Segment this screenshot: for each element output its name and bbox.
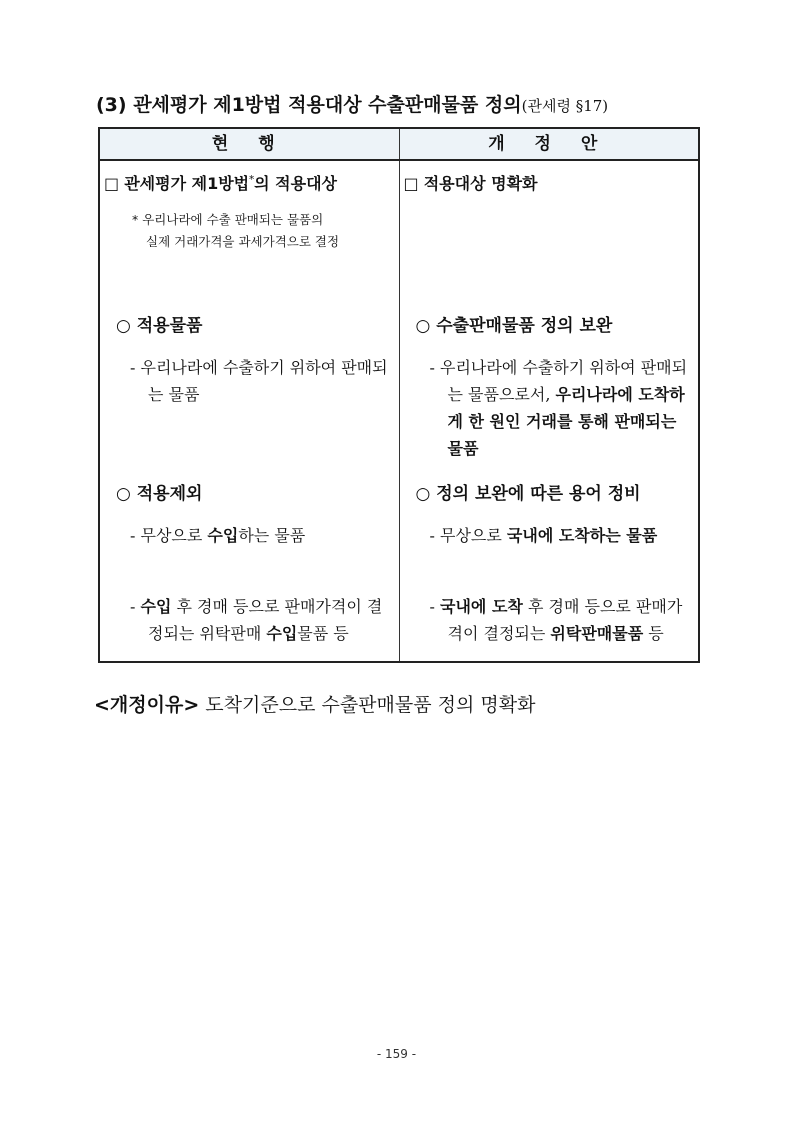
right-sec1-label: ○ 수출판매물품 정의 보완 [415, 316, 613, 336]
right-column [399, 160, 699, 662]
left-sec1-label: ○ 적용물품 [116, 316, 203, 336]
right-item [430, 522, 694, 549]
header-current: 현 행 [99, 128, 399, 160]
section-title-main: (3) 관세평가 제1방법 적용대상 수출판매물품 정의 [96, 94, 522, 116]
checkbox-icon: □ [104, 174, 120, 193]
right-item-text [430, 522, 694, 549]
right-item-text [430, 593, 694, 647]
left-box-tail: 의 적용대상 [254, 174, 337, 193]
text-bold: 위탁판매물품 [550, 624, 644, 643]
right-item [430, 593, 694, 647]
text-span: 하는 물품 [238, 526, 306, 545]
text-span: - [429, 597, 440, 616]
section-title-ref: (관세령 §17) [521, 97, 609, 115]
left-sec2-label: ○ 적용제외 [116, 484, 203, 504]
text-span: 후 경매 등으로 판매가격이 결정되는 위탁판매 [148, 597, 383, 643]
left-item-text [130, 522, 394, 549]
revision-reason [94, 690, 535, 717]
footnote-mark: * [249, 174, 255, 186]
left-box-heading [104, 171, 337, 194]
footnote-line: 실제 거래가격을 과세가격으로 결정 [146, 234, 340, 249]
text-span: - 우리나라에 수출하기 위하여 판매되는 물품으로서, [429, 358, 688, 404]
left-item-text: - 우리나라에 수출하기 위하여 판매되는 물품 [130, 358, 388, 404]
header-revised: 개 정 안 [399, 128, 699, 160]
right-section-heading [416, 479, 641, 504]
right-sec2-label: ○ 정의 보완에 따른 용어 정비 [415, 484, 641, 504]
right-box-heading [404, 171, 538, 194]
left-item-text [130, 593, 394, 647]
left-section-heading [116, 479, 202, 504]
left-item [130, 522, 394, 549]
text-span: 등 [643, 624, 664, 643]
comparison-table [98, 127, 700, 663]
section-title [96, 90, 608, 117]
text-span: 후 경매 등으로 판매가격이 결정되는 [447, 597, 683, 643]
right-item-text [430, 354, 694, 462]
left-footnote [132, 209, 339, 253]
left-column [99, 160, 399, 662]
text-bold: 우리나라에 도착하게 한 원인 거래를 통해 판매되는 물품 [447, 385, 685, 458]
page-number: - 159 - [376, 1047, 417, 1061]
left-item [130, 354, 394, 408]
right-item [430, 354, 694, 462]
revision-reason-text: 도착기준으로 수출판매물품 정의 명확화 [199, 694, 536, 716]
text-span: - 무상으로 [429, 526, 507, 545]
right-box-title: 적용대상 명확화 [423, 174, 538, 193]
text-bold: 수입 [140, 597, 172, 616]
footnote-line: * 우리나라에 수출 판매되는 물품의 [132, 212, 324, 227]
left-section-heading [116, 311, 202, 336]
right-section-heading [416, 311, 613, 336]
revision-reason-label: <개정이유> [94, 694, 200, 716]
checkbox-icon: □ [403, 174, 419, 193]
text-span: - 무상으로 [130, 526, 208, 545]
text-span: - [130, 597, 141, 616]
left-box-title: 관세평가 제1방법 [124, 174, 250, 193]
text-bold: 국내에 도착하는 물품 [506, 526, 658, 545]
text-bold: 국내에 도착 [440, 597, 523, 616]
text-bold: 수입 [207, 526, 239, 545]
text-span: 물품 등 [297, 624, 349, 643]
text-bold: 수입 [266, 624, 298, 643]
left-item [130, 593, 394, 647]
